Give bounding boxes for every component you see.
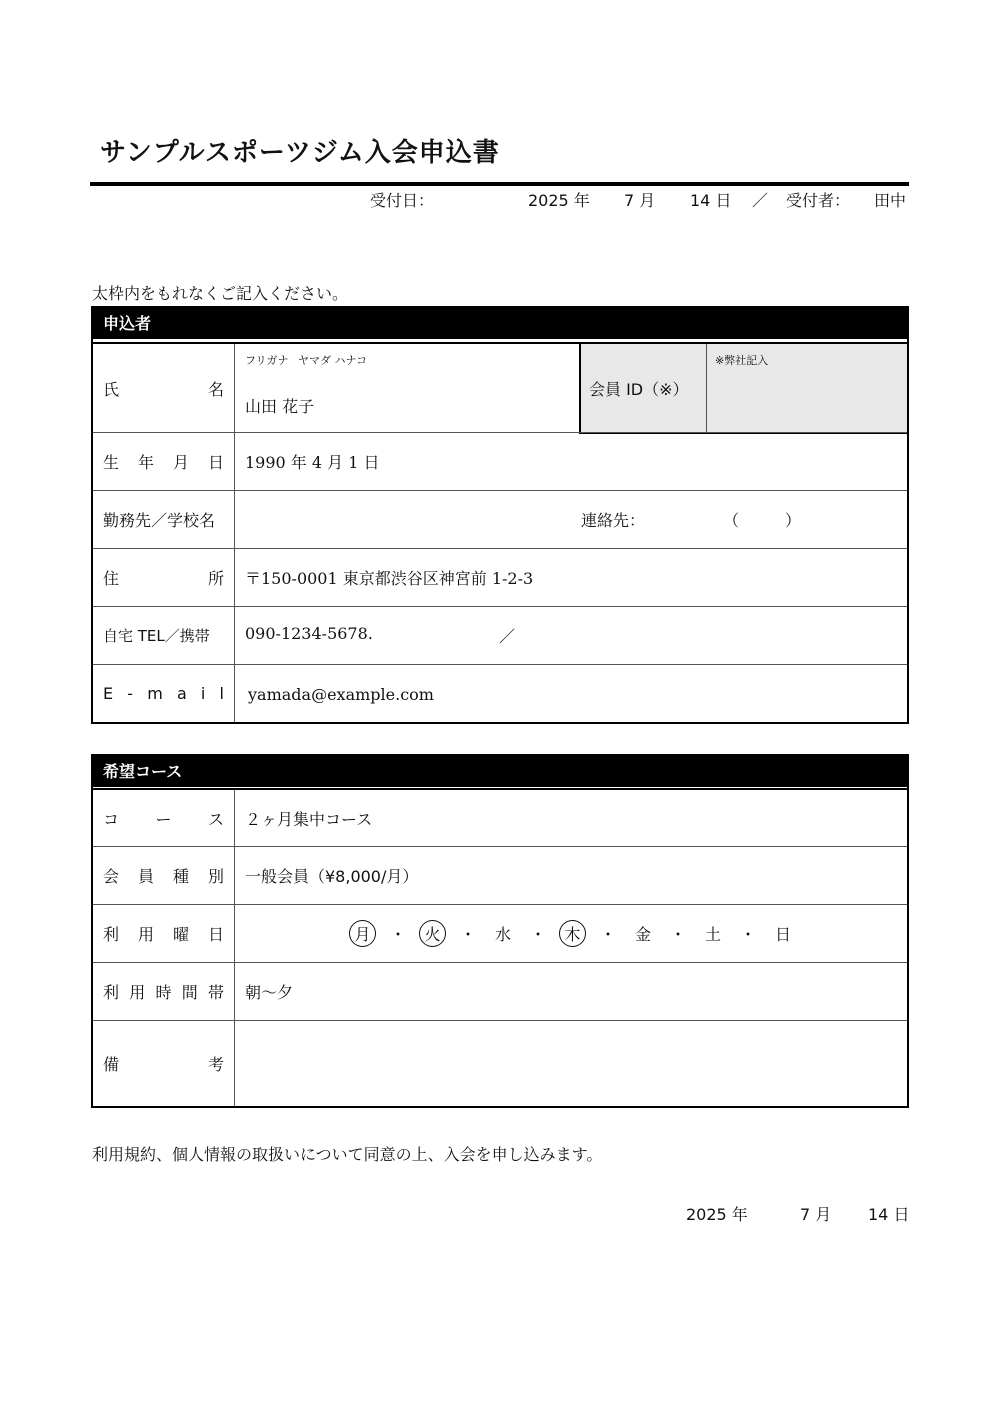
member-type-row — [93, 846, 907, 904]
signature-year[interactable]: 2025 年 — [686, 1205, 748, 1224]
page-title: サンプルスポーツジム入会申込書 — [100, 138, 500, 168]
contact-label: 連絡先： — [581, 511, 646, 530]
days-label: 利 用 曜 日 — [93, 905, 235, 962]
member-id-label: 会員 ID（※） — [581, 344, 707, 432]
reception-separator: ／ — [752, 191, 769, 210]
time-row — [93, 962, 907, 1020]
name-row — [93, 342, 907, 432]
member-type-label: 会 員 種 別 — [93, 847, 235, 904]
contact-paren-open: （ — [723, 511, 740, 530]
email-row — [93, 664, 907, 722]
work-row — [93, 490, 907, 548]
remarks-label: 備 考 — [93, 1021, 235, 1106]
day-sat[interactable]: 土 — [704, 925, 721, 944]
reception-day[interactable]: 14 日 — [690, 191, 732, 210]
birth-label: 生 年 月 日 — [93, 433, 235, 490]
days-row — [93, 904, 907, 962]
tel-label: 自宅 TEL／携帯 — [93, 607, 235, 664]
tel-separator: ／ — [499, 627, 516, 646]
reception-year[interactable]: 2025 年 — [528, 191, 590, 210]
work-label: 勤務先／学校名 — [93, 491, 235, 548]
email-label: E - m a i l — [93, 665, 235, 722]
name-value[interactable]: 山田 花子 — [245, 397, 315, 416]
remarks-row — [93, 1020, 907, 1106]
day-separator: ・ — [669, 925, 686, 944]
reception-label: 受付日： — [370, 191, 435, 210]
course-label: コ ー ス — [93, 790, 235, 846]
course-section — [91, 754, 909, 1108]
signature-day[interactable]: 14 日 — [868, 1205, 910, 1224]
tel-row — [93, 606, 907, 664]
reception-staff[interactable]: 田中 — [874, 191, 907, 210]
course-value[interactable]: ２ヶ月集中コース — [245, 810, 373, 829]
time-value[interactable]: 朝〜夕 — [245, 983, 294, 1002]
birth-value[interactable]: 1990 年 4 月 1 日 — [245, 453, 380, 472]
name-label: 氏 名 — [93, 344, 235, 432]
member-id-area — [579, 344, 907, 434]
course-header: 希望コース — [93, 756, 907, 787]
furigana-value[interactable]: ヤマダ ハナコ — [297, 354, 368, 367]
furigana-label: フリガナ — [245, 354, 289, 367]
time-label: 利 用 時 間 帯 — [93, 963, 235, 1020]
day-tue[interactable]: 火 — [419, 920, 446, 947]
day-separator: ・ — [739, 925, 756, 944]
applicant-header: 申込者 — [93, 308, 907, 339]
address-label: 住 所 — [93, 549, 235, 606]
signature-month[interactable]: 7 月 — [800, 1205, 832, 1224]
day-selector — [93, 922, 907, 948]
applicant-section — [91, 306, 909, 724]
reception-staff-label: 受付者： — [786, 191, 851, 210]
furigana-line — [245, 352, 367, 368]
member-type-value[interactable]: 一般会員（¥8,000/月） — [245, 867, 419, 886]
course-row — [93, 788, 907, 846]
day-separator: ・ — [599, 925, 616, 944]
address-row — [93, 548, 907, 606]
address-value[interactable]: 〒150-0001 東京都渋谷区神宮前 1-2-3 — [245, 569, 534, 588]
instruction-text: 太枠内をもれなくご記入ください。 — [92, 284, 349, 303]
day-sun[interactable]: 日 — [774, 925, 791, 944]
day-wed[interactable]: 水 — [494, 925, 511, 944]
title-rule — [90, 182, 909, 186]
company-use-note: ※弊社記入 — [715, 354, 769, 367]
agreement-text: 利用規約、個人情報の取扱いについて同意の上、入会を申し込みます。 — [92, 1145, 603, 1164]
day-separator: ・ — [529, 925, 546, 944]
contact-paren-close: ） — [785, 511, 802, 530]
day-separator: ・ — [459, 925, 476, 944]
tel-value[interactable]: 090-1234-5678. — [245, 624, 373, 643]
day-fri[interactable]: 金 — [634, 925, 651, 944]
day-separator: ・ — [389, 925, 406, 944]
day-thu[interactable]: 木 — [559, 920, 586, 947]
day-mon[interactable]: 月 — [349, 920, 376, 947]
reception-month[interactable]: 7 月 — [624, 191, 656, 210]
birth-row — [93, 432, 907, 490]
email-value[interactable]: yamada@example.com — [248, 685, 434, 704]
